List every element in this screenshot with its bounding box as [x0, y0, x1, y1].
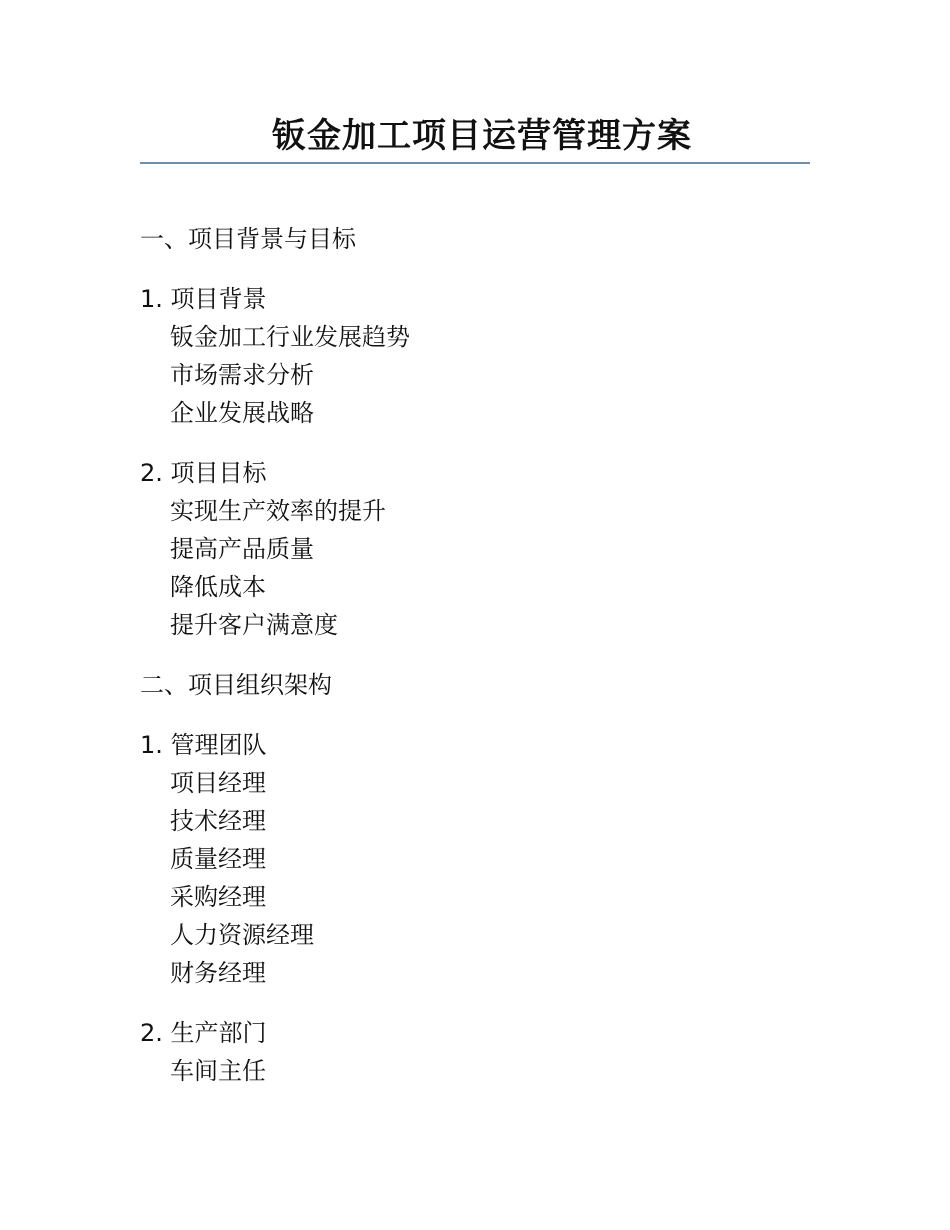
list-item: 采购经理 [170, 883, 266, 911]
subsection-heading: 2. 项目目标 [140, 459, 267, 487]
subsection-production [140, 1014, 810, 1090]
subsection-heading: 1. 管理团队 [140, 731, 267, 759]
list-item: 提升客户满意度 [170, 611, 338, 639]
document-title: 钣金加工项目运营管理方案 [272, 116, 692, 156]
subsection-background [140, 280, 810, 432]
list-item: 降低成本 [170, 573, 266, 601]
item-list [140, 492, 810, 644]
list-item: 质量经理 [170, 845, 266, 873]
title-divider [140, 162, 810, 164]
list-item: 技术经理 [170, 807, 266, 835]
list-item: 车间主任 [170, 1057, 266, 1085]
list-item: 实现生产效率的提升 [170, 497, 386, 525]
section-background-goals [140, 220, 810, 644]
item-list [140, 1052, 810, 1090]
section-organization [140, 666, 810, 1090]
list-item: 财务经理 [170, 959, 266, 987]
subsection-management-team [140, 726, 810, 992]
list-item: 钣金加工行业发展趋势 [170, 323, 410, 351]
subsection-heading: 1. 项目背景 [140, 285, 267, 313]
list-item: 项目经理 [170, 769, 266, 797]
list-item: 提高产品质量 [170, 535, 314, 563]
item-list [140, 764, 810, 992]
section-heading: 一、项目背景与目标 [140, 225, 356, 253]
subsection-heading: 2. 生产部门 [140, 1019, 267, 1047]
list-item: 企业发展战略 [170, 399, 314, 427]
item-list [140, 318, 810, 432]
list-item: 人力资源经理 [170, 921, 314, 949]
section-heading: 二、项目组织架构 [140, 671, 332, 699]
list-item: 市场需求分析 [170, 361, 314, 389]
subsection-goals [140, 454, 810, 644]
document-body [140, 220, 810, 1090]
